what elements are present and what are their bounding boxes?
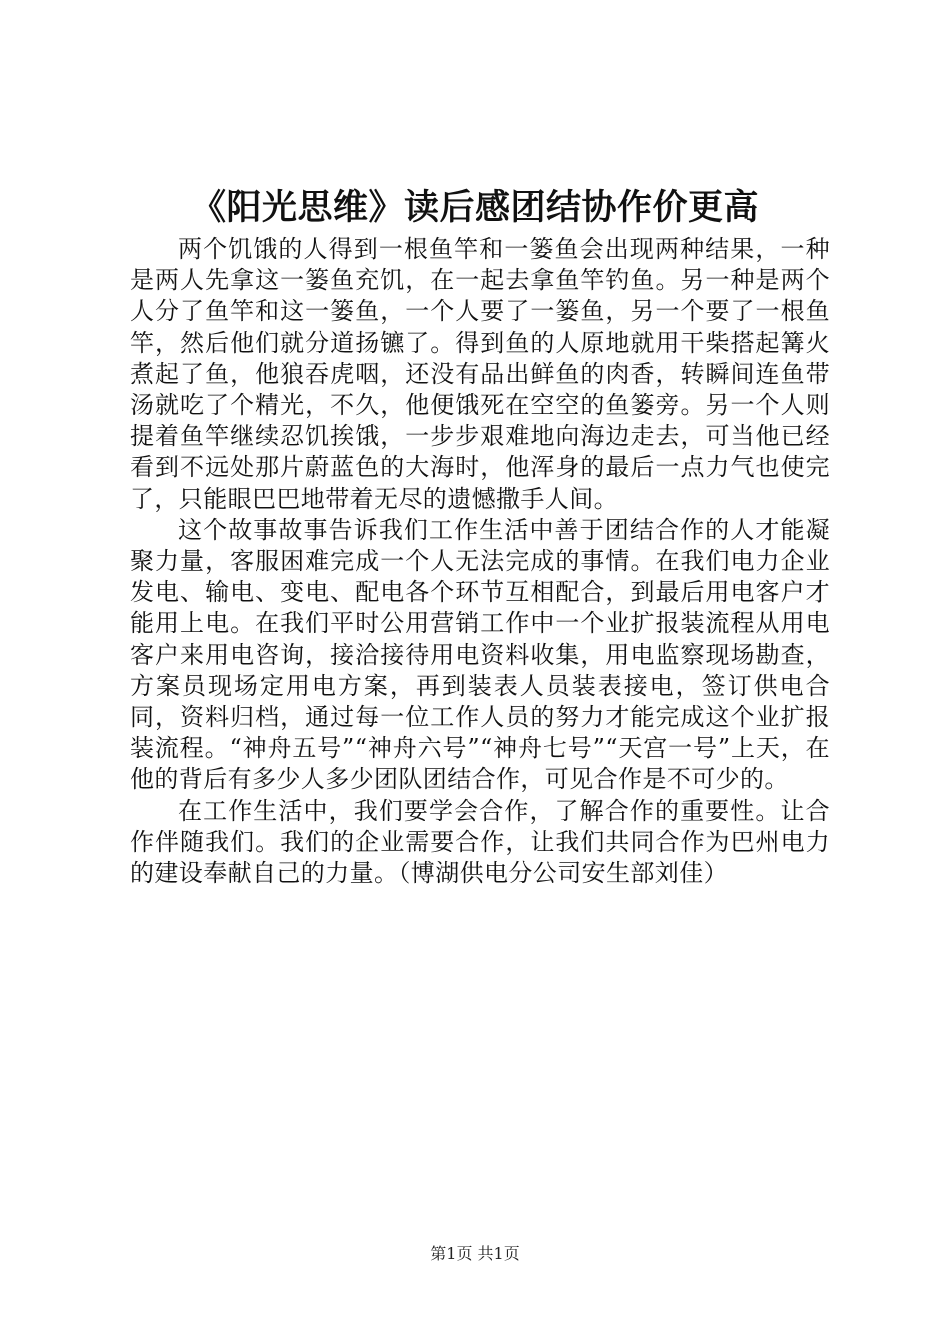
page-title: 《阳光思维》读后感团结协作价更高	[190, 187, 759, 228]
document-body	[130, 234, 830, 889]
page-number-footer: 第1页 共1页	[430, 1244, 520, 1263]
paragraph: 在工作生活中，我们要学会合作，了解合作的重要性。让合作伴随我们。我们的企业需要合作，让我们共同合作为巴州电力的建设奉献自己的力量。（博湖供电分公司安生部刘佳）	[130, 796, 830, 888]
paragraph: 这个故事故事告诉我们工作生活中善于团结合作的人才能凝聚力量，客服困难完成一个人无法完成的事情。在我们电力企业发电、输电、变电、配电各个环节互相配合，到最后用电客户才能用上电。在我们平时公用营销工作中一个业扩报装流程从用电客户来用电咨询，接洽接待用电资料收集，用电监察现场勘查，方案员现场定用电方案，再到装表人员装表接电，签订供电合同，资料归档，通过每一位工作人员的努力才能完成这个业扩报装流程。“神舟五号”“神舟六号”“神舟七号”“天宫一号”上天，在他的背后有多少人多少团队团结合作，可见合作是不可少的。	[130, 515, 830, 794]
paragraph: 两个饥饿的人得到一根鱼竿和一篓鱼会出现两种结果，一种是两人先拿这一篓鱼充饥，在一起去拿鱼竿钓鱼。另一种是两个人分了鱼竿和这一篓鱼，一个人要了一篓鱼，另一个要了一根鱼竿，然后他们就分道扬镳了。得到鱼的人原地就用干柴搭起篝火煮起了鱼，他狼吞虎咽，还没有品出鲜鱼的肉香，转瞬间连鱼带汤就吃了个精光，不久，他便饿死在空空的鱼篓旁。另一个人则提着鱼竿继续忍饥挨饿，一步步艰难地向海边走去，可当他已经看到不远处那片蔚蓝色的大海时，他浑身的最后一点力气也使完了，只能眼巴巴地带着无尽的遗憾撒手人间。	[130, 235, 830, 513]
